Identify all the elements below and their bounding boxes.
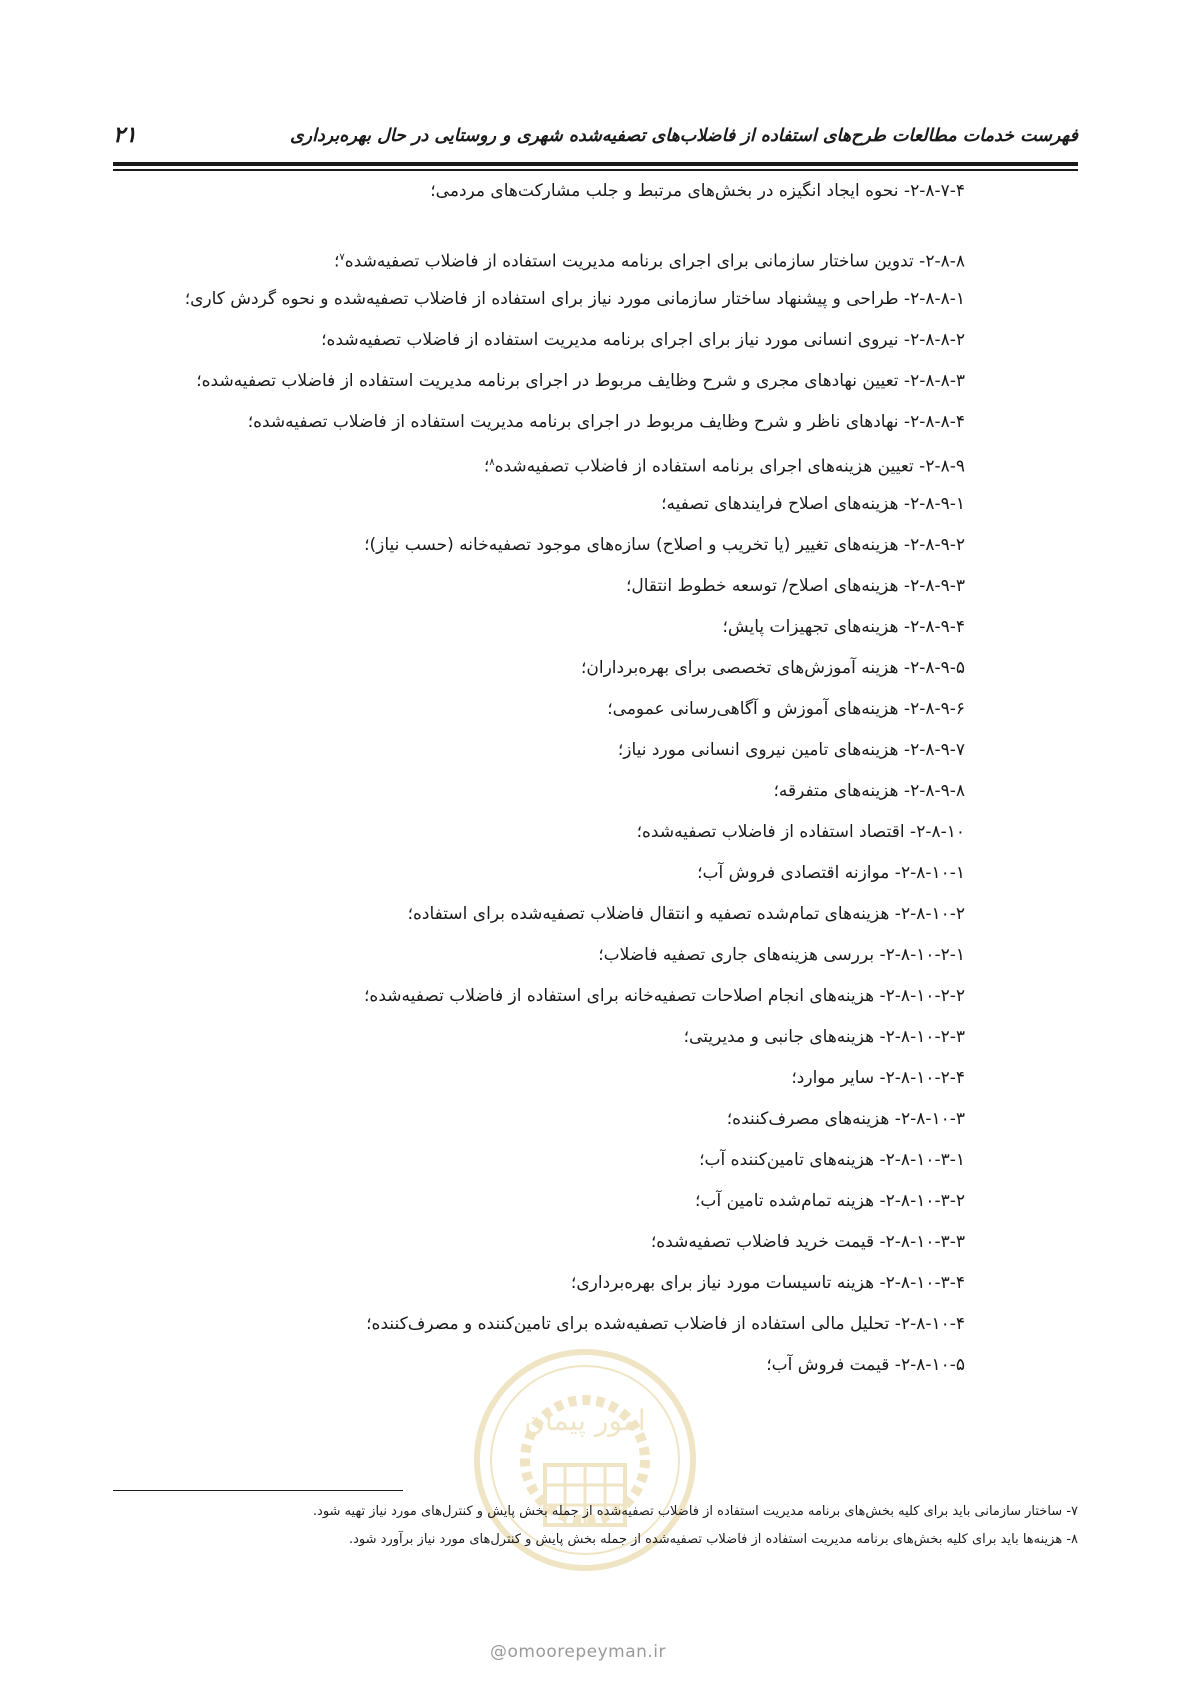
list-item: ۲-۸-۱۰-۳-۱- هزینه‌های تامین‌کننده آب؛	[699, 1150, 965, 1170]
footnote-rule	[113, 1490, 403, 1491]
list-item: ۲-۸-۹-۱- هزینه‌های اصلاح فرایندهای تصفیه؛	[661, 494, 965, 514]
footnote-mark: ۸	[489, 457, 495, 468]
header-title: فهرست خدمات مطالعات طرح‌های استفاده از فاضلاب‌های تصفیه‌شده شهری و روستایی در حال بهره‌برداری	[289, 126, 1078, 146]
list-item: ۲-۸-۸-۴- نهادهای ناظر و شرح وظایف مربوط در اجرای برنامه مدیریت استفاده از فاضلاب تصفیه‌شده؛	[247, 412, 965, 432]
list-item: ۲-۸-۸-۳- تعیین نهادهای مجری و شرح وظایف مربوط در اجرای برنامه مدیریت استفاده از فاضلاب تصفیه‌شده؛	[196, 371, 965, 391]
page-number: ۲۱	[113, 123, 137, 148]
footnote: ۸- هزینه‌ها باید برای کلیه بخش‌های برنامه مدیریت استفاده از فاضلاب تصفیه‌شده از جمله بخش پایش و کنترل‌های مورد نیاز برآورد شود.	[349, 1532, 1078, 1547]
list-item: ۲-۸-۱۰-۲-۱- بررسی هزینه‌های جاری تصفیه فاضلاب؛	[598, 945, 965, 965]
watermark-url: @omoorepeyman.ir	[490, 1642, 667, 1662]
list-item: ۲-۸-۱۰-۳-۳- قیمت خرید فاضلاب تصفیه‌شده؛	[650, 1232, 965, 1252]
list-item	[484, 451, 965, 475]
list-item: ۲-۸-۱۰- اقتصاد استفاده از فاضلاب تصفیه‌شده؛	[636, 822, 965, 842]
list-item: ۲-۸-۷-۴- نحوه ایجاد انگیزه در بخش‌های مرتبط و جلب مشارکت‌های مردمی؛	[430, 181, 965, 201]
footnote-mark: ۷	[339, 252, 345, 263]
list-item: ۲-۸-۱۰-۲-۳- هزینه‌های جانبی و مدیریتی؛	[683, 1027, 965, 1047]
list-item: ۲-۸-۱۰-۱- موازنه اقتصادی فروش آب؛	[697, 863, 965, 883]
list-item: ۲-۸-۹-۳- هزینه‌های اصلاح/ توسعه خطوط انتقال؛	[625, 576, 965, 596]
watermark-logo-text: امور پیمان	[524, 1404, 646, 1437]
list-item: ۲-۸-۹-۶- هزینه‌های آموزش و آگاهی‌رسانی عمومی؛	[607, 699, 965, 719]
list-item: ۲-۸-۱۰-۲-۴- سایر موارد؛	[791, 1068, 965, 1088]
list-item: ۲-۸-۹-۷- هزینه‌های تامین نیروی انسانی مورد نیاز؛	[617, 740, 965, 760]
list-item: ۲-۸-۸-۱- طراحی و پیشنهاد ساختار سازمانی مورد نیاز برای استفاده از فاضلاب تصفیه‌شده و نحوه گردش کاری؛	[184, 289, 965, 309]
header-rule-thick	[113, 162, 1078, 166]
list-item: ۲-۸-۱۰-۲- هزینه‌های تمام‌شده تصفیه و انتقال فاضلاب تصفیه‌شده برای استفاده؛	[407, 904, 965, 924]
list-item-text: ۲-۸-۹- تعیین هزینه‌های اجرای برنامه استفاده از فاضلاب تصفیه‌شده	[494, 456, 965, 477]
list-item-text: ۲-۸-۸- تدوین ساختار سازمانی برای اجرای برنامه مدیریت استفاده از فاضلاب تصفیه‌شده	[344, 251, 965, 272]
page-header	[113, 123, 1078, 156]
list-item: ۲-۸-۹-۲- هزینه‌های تغییر (یا تخریب و اصلاح) سازه‌های موجود تصفیه‌خانه (حسب نیاز)؛	[364, 535, 965, 555]
list-item: ۲-۸-۱۰-۵- قیمت فروش آب؛	[766, 1355, 965, 1375]
list-item: ۲-۸-۹-۵- هزینه آموزش‌های تخصصی برای بهره‌برداران؛	[580, 658, 965, 678]
list-item: ۲-۸-۱۰-۳- هزینه‌های مصرف‌کننده؛	[726, 1109, 965, 1129]
footnote: ۷- ساختار سازمانی باید برای کلیه بخش‌های برنامه مدیریت استفاده از فاضلاب تصفیه‌شده از جمله بخش پایش و کنترل‌های مورد نیاز تهیه شود.	[312, 1504, 1078, 1519]
list-item: ۲-۸-۹-۴- هزینه‌های تجهیزات پایش؛	[722, 617, 965, 637]
list-item-punct: ؛	[483, 456, 490, 477]
list-item-punct: ؛	[334, 251, 340, 272]
list-item: ۲-۸-۱۰-۳-۴- هزینه تاسیسات مورد نیاز برای بهره‌برداری؛	[570, 1273, 965, 1293]
list-item: ۲-۸-۹-۸- هزینه‌های متفرقه؛	[773, 781, 965, 801]
list-item: ۲-۸-۱۰-۳-۲- هزینه تمام‌شده تامین آب؛	[695, 1191, 965, 1211]
header-rule-thin	[113, 169, 1078, 171]
list-item	[334, 246, 965, 270]
list-item: ۲-۸-۱۰-۴- تحلیل مالی استفاده از فاضلاب تصفیه‌شده برای تامین‌کننده و مصرف‌کننده؛	[366, 1314, 965, 1334]
list-item: ۲-۸-۸-۲- نیروی انسانی مورد نیاز برای اجرای برنامه مدیریت استفاده از فاضلاب تصفیه‌شده؛	[321, 330, 965, 350]
list-item: ۲-۸-۱۰-۲-۲- هزینه‌های انجام اصلاحات تصفیه‌خانه برای استفاده از فاضلاب تصفیه‌شده؛	[364, 986, 965, 1006]
